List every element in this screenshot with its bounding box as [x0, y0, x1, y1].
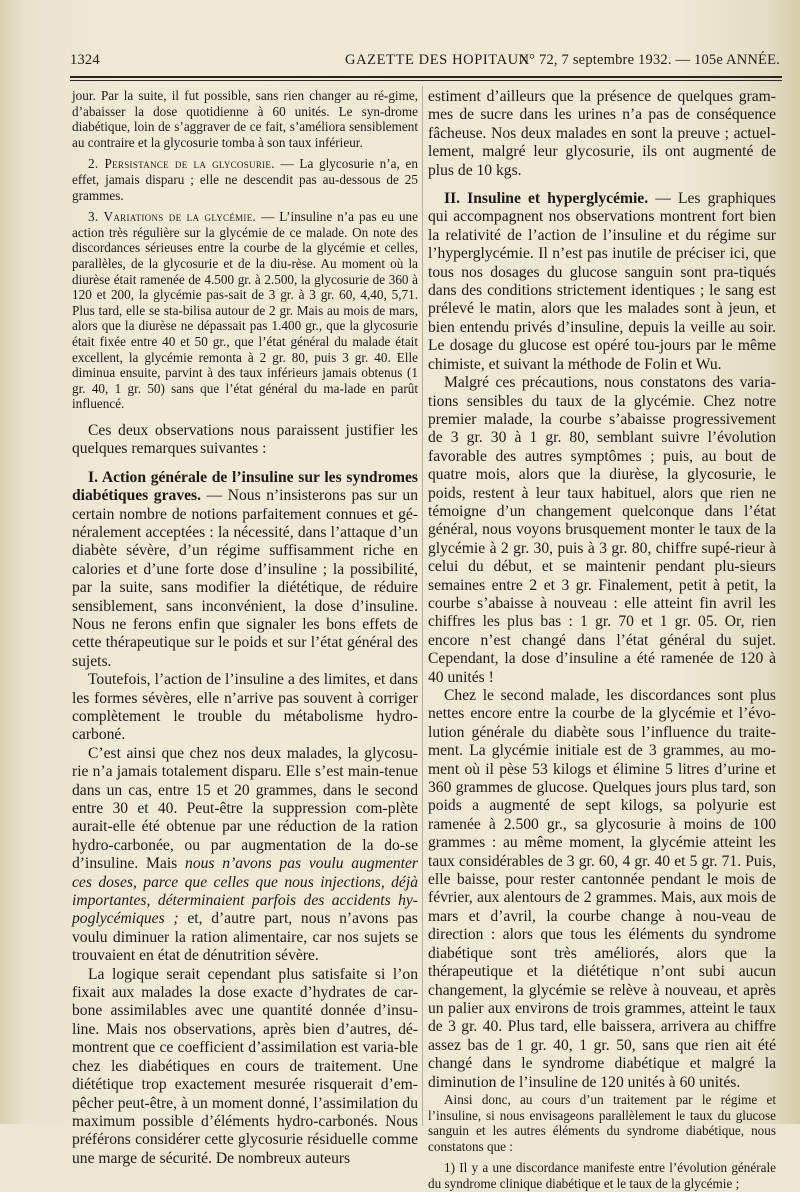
paragraph: II. Insuline et hyperglycémie. — Les graphiques qui accompagnent nos observations montrent fort bien la relativité de l’action de l’insuline et du régime sur l’hyperglycémie. Il n’est pas inutile de préciser ici, que tous nos dosages du glucose sanguin sont pra-tiqués dans des conditions strictement identiques ; le sang est prélevé le matin, alors que les malades sont à jeun, et bien entendu privés d’insuline, depuis la veille au soir. Le dosage du glucose est opéré tou-jours par le même chimiste, et suivant la méthode de Folin et Wu. [428, 190, 776, 373]
running-header [70, 50, 780, 72]
section-heading: I. Action générale de l’insuline sur les syndromes diabétiques graves. [72, 468, 418, 505]
paragraph: 3. Variations de la glycémie. — L’insuline n’a pas eu une action très régulière sur la glycémie de ce malade. On note des discordances sérieuses entre la courbe de la glycémie et celles, parallèles, de la glycosurie et de la diu-rèse. Au moment où la diurèse était ramenée de 4.500 gr. à 2.500, la glycosurie de 360 à 120 et 200, la glycémie pas-sait de 3 gr. à 3 gr. 60, 4,40, 5,71. Plus tard, elle se sta-bilisa autour de 2 gr. Mais au mois de mars, alors que la diurèse ne dépassait pas 1.400 gr., que la glycosurie était fixée entre 40 et 50 gr., que l’état général du malade était excellent, la glycémie remonta à 2 gr. 80, puis 3 gr. 40. Elle diminua ensuite, parvint à des taux inférieurs jamais obtenus (1 gr. 40, 1 gr. 50) sans que l’état général du ma-lade en parût influencé. [72, 209, 418, 412]
right-column [428, 88, 776, 1192]
paragraph: Toutefois, l’action de l’insuline a des limites, et dans les formes sévères, elle n’arrive pas souvent à corriger complètement le trouble du métabolisme hydro-carboné. [72, 671, 418, 744]
page-number: 1324 [70, 52, 100, 68]
paragraph: jour. Par la suite, il fut possible, sans rien changer au ré-gime, d’abaisser la dose quotidienne à 60 unités. Le syn-drome diabétique, loin de s’aggraver de ce fait, s’améliora sensiblement au contraire et la glycosurie tomba à son taux inférieur. [72, 88, 418, 150]
paragraph: C’est ainsi que chez nos deux malades, la glycosu-rie n’a jamais totalement disparu. Elle s’est main-tenue dans un cas, entre 15 et 20 grammes, dans le second entre 30 et 40. Peut-être la suppression com-plète aurait-elle été obtenue par une réduction de la ration hydro-carbonée, ou par augmentation de la do-se d’insuline. Mais nous n’avons pas voulu augmenter ces doses, parce que celles que nous injections, déjà importantes, déterminaient parfois des accidents hy-poglycémiques ; et, d’autre part, nous n’avons pas voulu diminuer la ration alimentaire, car nos sujets se trouvaient en état de dénutrition sévère. [72, 744, 418, 965]
paragraph: 1) Il y a une discordance manifeste entre l’évolution générale du syndrome clinique diabétique et le taux de la glycémie ; [428, 1160, 776, 1191]
paragraph: Ainsi donc, au cours d’un traitement par le régime et l’insuline, si nous envisageons parallèlement le taux du glucose sanguin et les autres éléments du syndrome diabétique, nous constatons que : [428, 1091, 776, 1154]
italic-text: nous n’avons pas voulu augmenter ces doses, parce que celles que nous injections, déjà importantes, déterminaient parfois des accidents hy-poglycémiques ; [72, 855, 418, 928]
issue-info: N° 72, 7 septembre 1932. — 105e ANNÉE. [518, 52, 780, 68]
paragraph: Ces deux observations nous paraissent justifier les quelques remarques suivantes : [72, 421, 418, 458]
header-rule-thin [70, 80, 782, 81]
paragraph: estiment d’ailleurs que la présence de quelques gram-mes de sucre dans les urines n’a pas de conséquence fâcheuse. Nos deux malades en sont la preuve ; actuel-lement, malgré leur glycosurie, ils ont augmenté de plus de 10 kgs. [428, 88, 776, 179]
section-heading: 2. Persistance de la glycosurie. [88, 156, 275, 172]
section-heading: II. Insuline et hyperglycémie. [444, 190, 649, 208]
paragraph: Chez le second malade, les discordances sont plus nettes encore entre la courbe de la glycémie et l’évo-lution générale du diabète sous l’influence du traite-ment. La glycémie initiale est de 3 grammes, au mo-ment où il pèse 53 kilogs et élimine 5 litres d’urine et 360 grammes de glucose. Quelques jours plus tard, son poids a augmenté de sept kilogs, sa polyurie est ramenée à 2.500 gr., sa glycosurie à moins de 100 grammes : au même moment, la glycémie atteint les taux considérables de 3 gr. 60, 4 gr. 40 et 5 gr. 71. Puis, elle baisse, pour rester cantonnée pendant le mois de février, aux alentours de 2 grammes. Mais, aux mois de mars et d’avril, la courbe change à nou-veau de direction : alors que tous les éléments du syndrome diabétique sont très améliorés, alors que la thérapeutique et la diététique n’ont subi aucun changement, la glycémie se relève à nouveau, et après un palier aux environs de trois grammes, atteint le taux de 3 gr. 40. Plus tard, elle baissera, arrivera au chiffre assez bas de 1 gr. 40, 1 gr. 50, sans que rien ait été changé dans le syndrome diabétique et malgré la diminution de l’insuline de 120 unités à 60 unités. [428, 687, 776, 1091]
paragraph: Malgré ces précautions, nous constatons des varia-tions sensibles du taux de la glycémie. Chez notre premier malade, la courbe s’abaisse progressivement de 3 gr. 30 à 1 gr. 80, semblant suivre l’évolution favorable des autres symptômes ; puis, au bout de quatre mois, alors que la diurèse, la glycosurie, le poids, restent à leur taux habituel, alors que rien ne témoigne d’un changement quelconque dans l’état général, nous voyons brusquement monter le taux de la glycémie à 2 gr. 30, puis à 3 gr. 80, chiffre supé-rieur à celui du début, et se maintenir pendant plu-sieurs semaines entre 2 et 3 gr. Finalement, petit à petit, la courbe s’abaisse à nouveau : elle atteint fin avril les chiffres les plus bas : 1 gr. 70 et 1 gr. 05. Or, rien encore n’est changé dans l’état général du sujet. Cependant, la dose d’insuline a été ramenée de 120 à 40 unités ! [428, 374, 776, 686]
paragraph: I. Action générale de l’insuline sur les syndromes diabétiques graves. — Nous n’insisterons pas sur un certain nombre de notions parfaitement connues et gé-néralement acceptées : la nécessité, dans l’attaque d’un diabète sévère, d’un régime suffisamment riche en calories et d’une forte dose d’insuline ; la possibilité, par la suite, sans modifier la diététique, de réduire sensiblement, sans inconvénient, la dose d’insuline. Nous ne ferons enfin que signaler les bons effets de cette thérapeutique sur le poids et sur l’état général des sujets. [72, 468, 418, 670]
column-divider [422, 86, 423, 1126]
left-column [72, 88, 418, 1168]
section-heading: 3. Variations de la glycémie. [88, 209, 257, 225]
journal-title: GAZETTE DES HOPITAUX [345, 52, 530, 68]
header-rule-thick [70, 76, 782, 78]
paragraph: 2. Persistance de la glycosurie. — La glycosurie n’a, en effet, jamais disparu ; elle ne descendit pas au-dessous de 25 grammes. [72, 156, 418, 203]
paragraph: La logique serait cependant plus satisfaite si l’on fixait aux malades la dose exacte d’hydrates de car-bone assimilables avec une quantité donnée d’insu-line. Mais nos observations, après bien d’autres, dé-montrent que ce coefficient d’assimilation est varia-ble chez les diabétiques en cours de traitement. Une diététique trop exactement mesurée risquerait d’em-pêcher peut-être, à un moment donné, l’assimilation du maximum possible d’éléments hydro-carbonés. Nous préférons considérer cette glycosurie résiduelle comme une marge de sécurité. De nombreux auteurs [72, 965, 418, 1167]
